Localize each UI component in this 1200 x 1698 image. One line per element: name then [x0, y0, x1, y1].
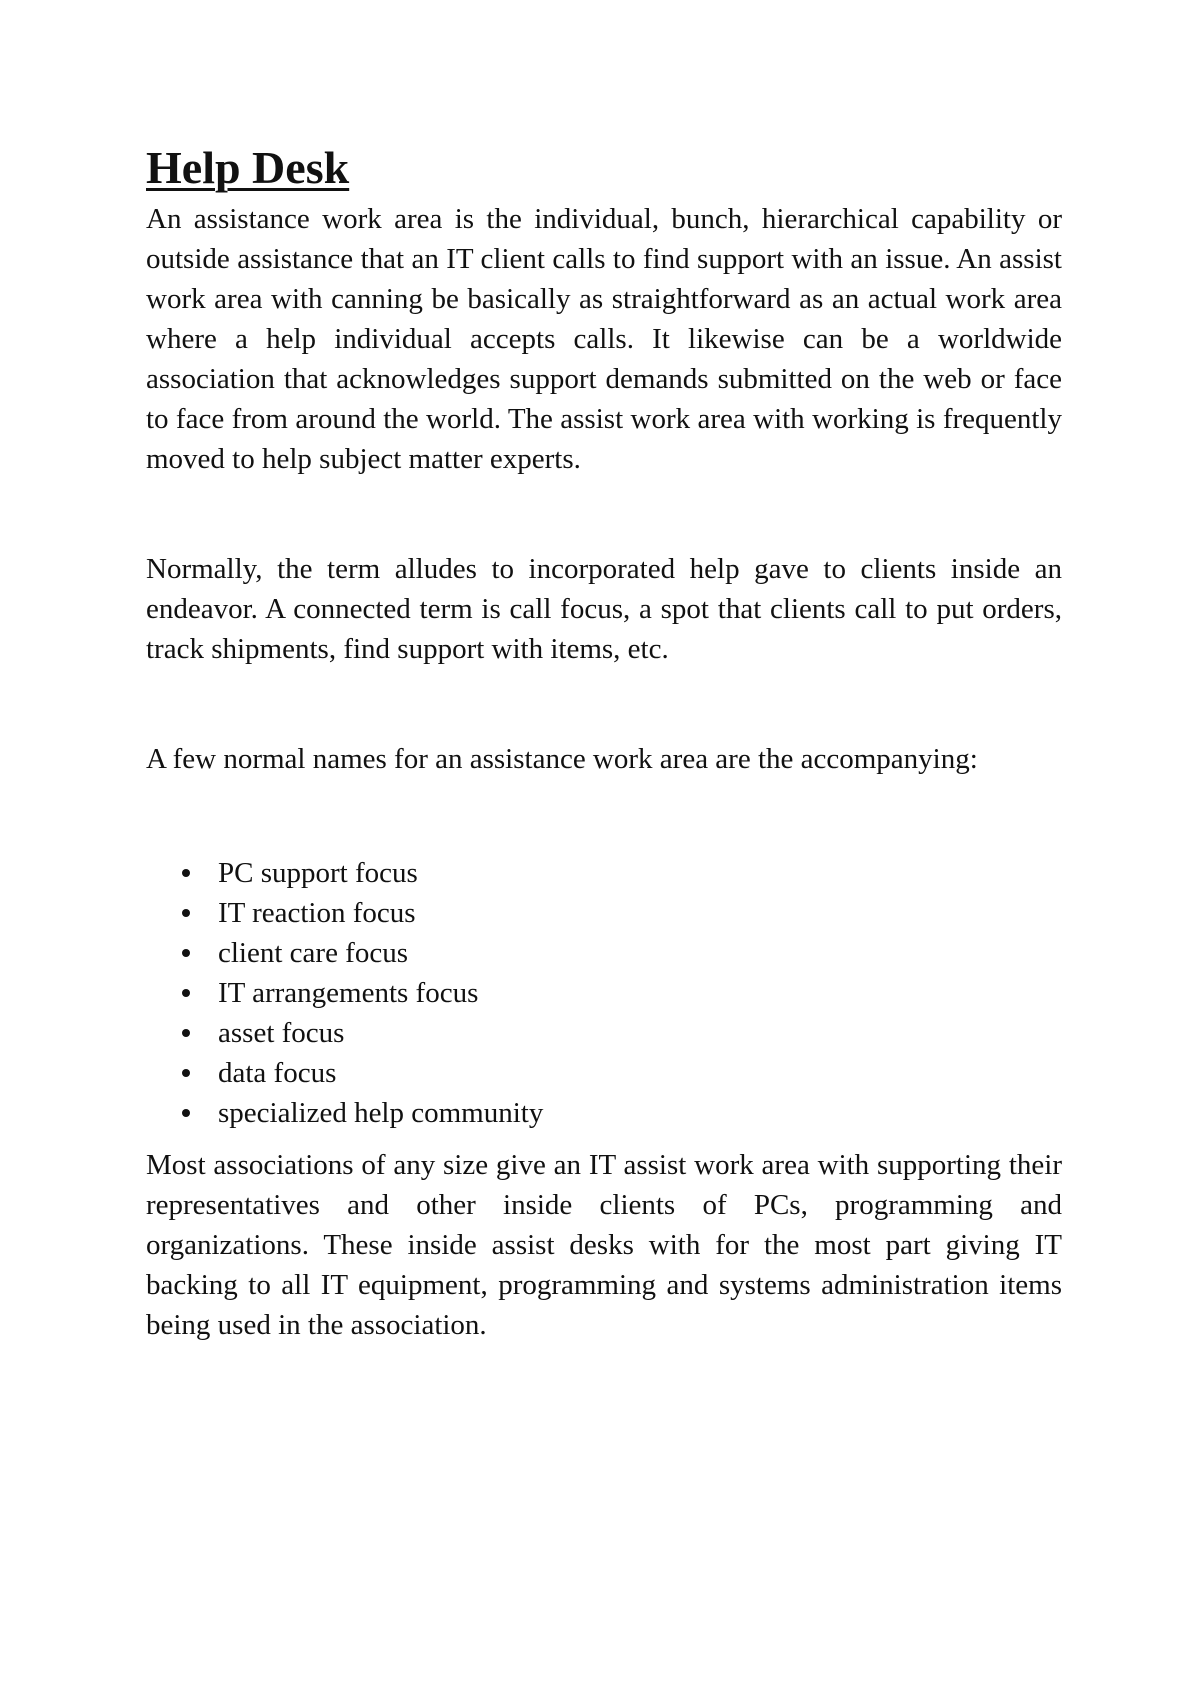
spacer [146, 669, 1062, 739]
bullet-icon [182, 1109, 190, 1117]
list-item [182, 973, 1062, 1013]
list-item [182, 1053, 1062, 1093]
bullet-icon [182, 1029, 190, 1037]
list-item-text: specialized help community [218, 1097, 544, 1130]
list-item-text: asset focus [218, 1017, 345, 1050]
paragraph-closing: Most associations of any size give an IT assist work area with supporting their representatives and other inside clients of PCs, programming and organizations. These inside assist desks with for the most part giving IT backing to all IT equipment, programming and systems administration items being used in the association. [146, 1149, 1062, 1342]
list-item [182, 1093, 1062, 1133]
paragraph-names-intro: A few normal names for an assistance work area are the accompanying: [146, 743, 978, 776]
paragraph-normally: Normally, the term alludes to incorporated help gave to clients inside an endeavor. A connected term is call focus, a spot that clients call to put orders, track shipments, find support with items, etc. [146, 553, 1062, 666]
list-item [182, 933, 1062, 973]
list-item-text: IT reaction focus [218, 897, 416, 930]
bullet-icon [182, 909, 190, 917]
document-page [146, 140, 1062, 1345]
bullet-icon [182, 989, 190, 997]
bullet-icon [182, 1069, 190, 1077]
paragraph-intro: An assistance work area is the individual, bunch, hierarchical capability or outside assistance that an IT client calls to find support with an issue. An assist work area with canning be basically as straightforward as an actual work area where a help individual accepts calls. It likewise can be a worldwide association that acknowledges support demands submitted on the web or face to face from around the world. The assist work area with working is frequently moved to help subject matter experts. [146, 203, 1062, 476]
spacer [146, 779, 1062, 853]
list-item-text: PC support focus [218, 857, 418, 890]
list-item [182, 893, 1062, 933]
bullet-icon [182, 949, 190, 957]
bullet-icon [182, 869, 190, 877]
list-item [182, 1013, 1062, 1053]
list-item-text: data focus [218, 1057, 337, 1090]
names-list [146, 853, 1062, 1133]
spacer [146, 479, 1062, 549]
list-item [182, 853, 1062, 893]
document-title: Help Desk [146, 142, 350, 193]
list-item-text: client care focus [218, 937, 409, 970]
list-item-text: IT arrangements focus [218, 977, 479, 1010]
